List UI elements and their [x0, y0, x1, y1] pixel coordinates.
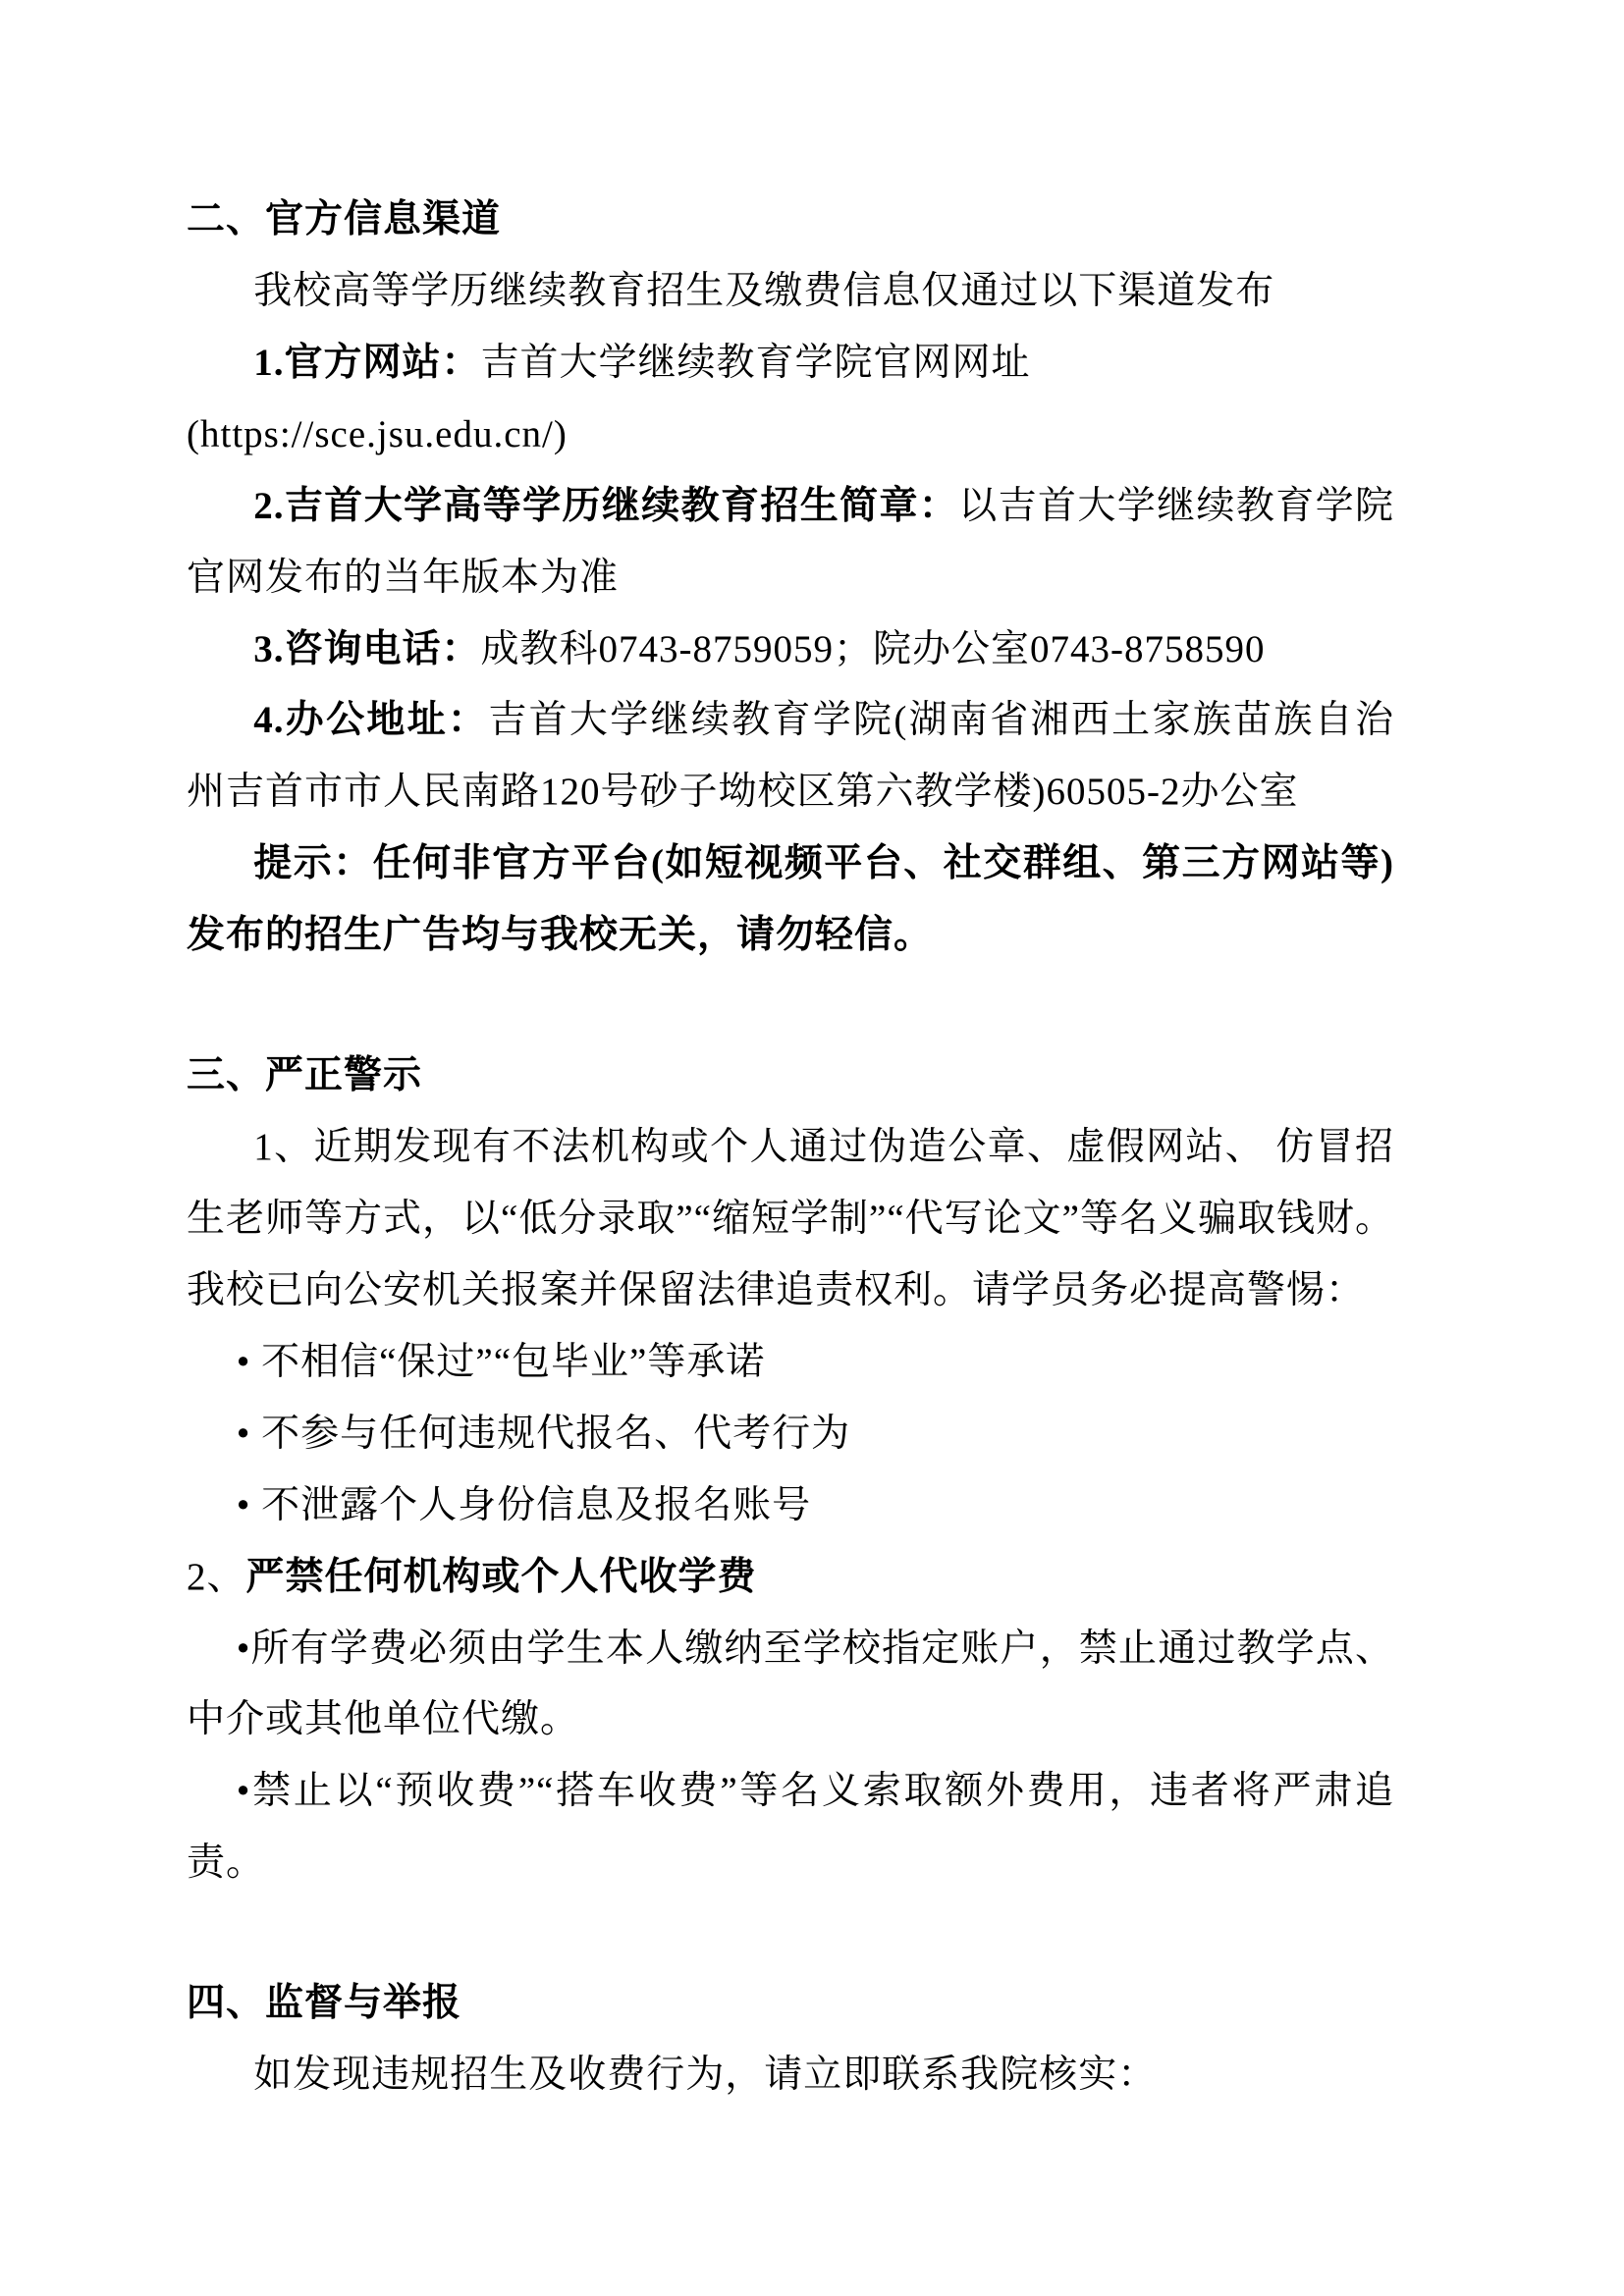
text-run: 3.咨询电话： — [253, 627, 481, 670]
text-run: • 不参与任何违规代报名、代考行为 — [236, 1412, 851, 1455]
paragraph-office-address — [187, 685, 1394, 828]
text-run: 提示：任何非官方平台(如短视频平台、社交群组、第三方网站等)发布的招生广告均与我校无关，请勿轻信。 — [187, 842, 1394, 957]
text-run: 成教科0743-8759059；院办公室0743-8758590 — [480, 627, 1266, 670]
text-run: 吉首大学继续教育学院官网网址 — [480, 341, 1031, 384]
document-content — [187, 185, 1394, 2111]
text-run: (https://sce.jsu.edu.cn/) — [187, 412, 568, 455]
text-run: 4.办公地址： — [253, 699, 489, 742]
text-run: 2.吉首大学高等学历继续教育招生简章： — [253, 484, 959, 527]
paragraph-admission-brochure — [187, 471, 1394, 614]
text-run: 三、严正警示 — [187, 1054, 423, 1097]
text-run: 我校高等学历继续教育招生及缴费信息仅通过以下渠道发布 — [253, 269, 1275, 312]
paragraph-website-url — [187, 400, 1394, 471]
text-run: • 不泄露个人身份信息及报名账号 — [236, 1483, 812, 1526]
section-heading-supervision-report — [187, 1968, 1394, 2040]
text-run: 吉首大学继续教育学院(湖南省湘西土家族苗族自治州吉首市市人民南路120号砂子坳校区第六教学楼)60505-2办公室 — [187, 699, 1394, 814]
text-run: • 不相信“保过”“包毕业”等承诺 — [236, 1340, 766, 1383]
text-run: •所有学费必须由学生本人缴纳至学校指定账户，禁止通过教学点、中介或其他单位代缴。 — [187, 1627, 1394, 1741]
text-run: 严禁任何机构或个人代收学费 — [245, 1555, 757, 1598]
paragraph-official-website — [187, 328, 1394, 400]
bullet-no-extra-fees — [187, 1756, 1394, 1899]
text-run: 1.官方网站： — [253, 341, 481, 384]
text-run: 2、 — [187, 1555, 246, 1598]
paragraph-report-intro — [187, 2040, 1394, 2111]
paragraph-consult-phone — [187, 614, 1394, 686]
section-heading-stern-warning — [187, 1041, 1394, 1112]
section-heading-official-channels — [187, 185, 1394, 256]
text-run: 四、监督与举报 — [187, 1982, 462, 2025]
bullet-no-guarantee-promises — [187, 1327, 1394, 1399]
paragraph-fraud-warning — [187, 1112, 1394, 1327]
bullet-no-identity-disclosure — [187, 1470, 1394, 1542]
text-run: 1、近期发现有不法机构或个人通过伪造公章、虚假网站、 仿冒招生老师等方式，以“低分录取”“缩短学制”“代写论文”等名义骗取钱财。我校已向公安机关报案并保留法律追责权利。请学员务必提高警惕： — [187, 1126, 1394, 1311]
paragraph-no-proxy-tuition — [187, 1542, 1394, 1614]
paragraph-channels-intro — [187, 256, 1394, 328]
paragraph-tip-unofficial-platforms — [187, 828, 1394, 972]
text-run: 二、官方信息渠道 — [187, 198, 502, 240]
text-run: 以吉首大学继续教育学院官网发布的当年版本为准 — [187, 484, 1394, 599]
text-run: 如发现违规招生及收费行为，请立即联系我院核实： — [253, 2054, 1158, 2097]
bullet-no-proxy-registration — [187, 1399, 1394, 1470]
bullet-tuition-direct-payment — [187, 1614, 1394, 1757]
text-run: •禁止以“预收费”“搭车收费”等名义索取额外费用，违者将严肃追责。 — [187, 1770, 1394, 1885]
